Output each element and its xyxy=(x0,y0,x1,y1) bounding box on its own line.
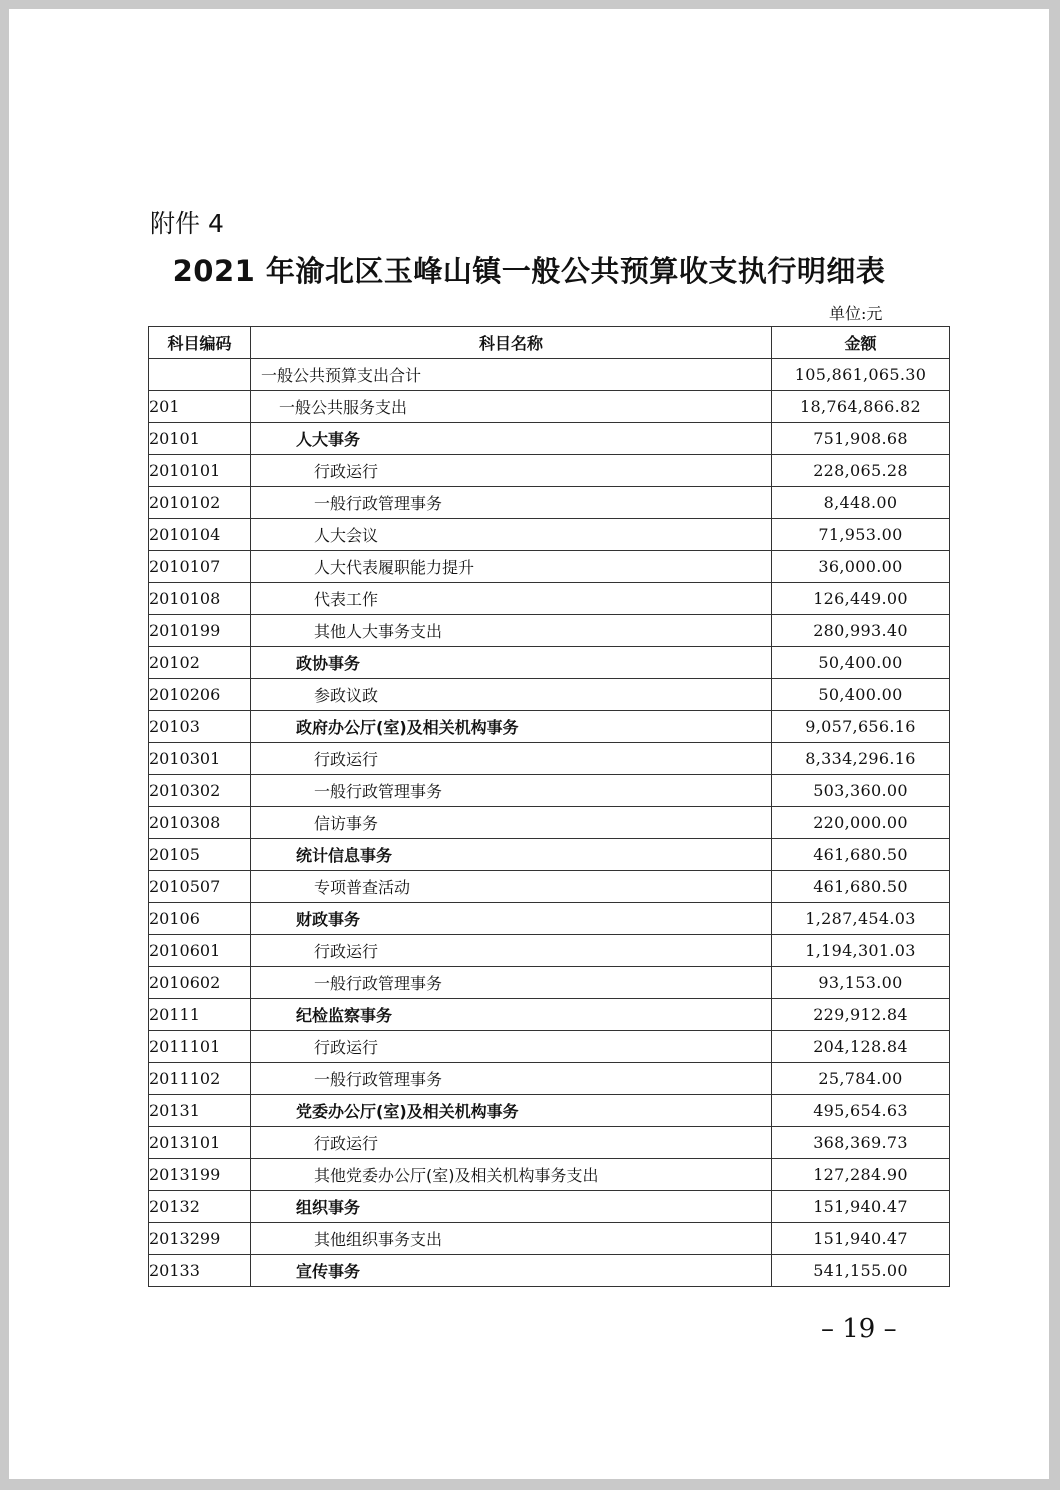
table-row xyxy=(149,519,950,551)
row-code: 2011102 xyxy=(149,1063,251,1095)
row-code: 2010107 xyxy=(149,551,251,583)
row-amount: 8,448.00 xyxy=(772,487,950,519)
row-name: 代表工作 xyxy=(251,583,772,615)
table-row xyxy=(149,679,950,711)
row-code: 20111 xyxy=(149,999,251,1031)
unit-label: 单位:元 xyxy=(829,304,883,323)
row-code: 2010104 xyxy=(149,519,251,551)
row-code: 2010101 xyxy=(149,455,251,487)
table-row xyxy=(149,967,950,999)
row-amount: 280,993.40 xyxy=(772,615,950,647)
row-name: 一般公共服务支出 xyxy=(251,391,772,423)
table-row xyxy=(149,615,950,647)
row-name: 组织事务 xyxy=(251,1191,772,1223)
table-row xyxy=(149,1095,950,1127)
row-amount: 126,449.00 xyxy=(772,583,950,615)
row-amount: 8,334,296.16 xyxy=(772,743,950,775)
row-code: 20131 xyxy=(149,1095,251,1127)
row-code: 20132 xyxy=(149,1191,251,1223)
row-code: 2013299 xyxy=(149,1223,251,1255)
row-name: 参政议政 xyxy=(251,679,772,711)
row-code: 2010301 xyxy=(149,743,251,775)
row-amount: 93,153.00 xyxy=(772,967,950,999)
table-row xyxy=(149,935,950,967)
row-name: 一般行政管理事务 xyxy=(251,1063,772,1095)
table-row xyxy=(149,551,950,583)
row-code: 2010308 xyxy=(149,807,251,839)
table-row xyxy=(149,775,950,807)
header-code: 科目编码 xyxy=(149,327,251,359)
table-row xyxy=(149,871,950,903)
row-amount: 151,940.47 xyxy=(772,1223,950,1255)
row-name: 其他人大事务支出 xyxy=(251,615,772,647)
row-amount: 503,360.00 xyxy=(772,775,950,807)
row-code: 2010507 xyxy=(149,871,251,903)
row-code: 2010206 xyxy=(149,679,251,711)
row-amount: 461,680.50 xyxy=(772,839,950,871)
page-title: 2021 年渝北区玉峰山镇一般公共预算收支执行明细表 xyxy=(172,254,886,288)
row-amount: 541,155.00 xyxy=(772,1255,950,1287)
row-code xyxy=(149,359,251,391)
row-name: 行政运行 xyxy=(251,743,772,775)
row-amount: 18,764,866.82 xyxy=(772,391,950,423)
row-amount: 220,000.00 xyxy=(772,807,950,839)
row-code: 2011101 xyxy=(149,1031,251,1063)
table-row xyxy=(149,1031,950,1063)
row-name: 一般公共预算支出合计 xyxy=(251,359,772,391)
table-row xyxy=(149,1191,950,1223)
header-amount: 金额 xyxy=(772,327,950,359)
table-row xyxy=(149,839,950,871)
row-code: 2010199 xyxy=(149,615,251,647)
table-row xyxy=(149,1159,950,1191)
row-name: 人大代表履职能力提升 xyxy=(251,551,772,583)
table-row xyxy=(149,359,950,391)
row-code: 20101 xyxy=(149,423,251,455)
table-row xyxy=(149,903,950,935)
row-amount: 368,369.73 xyxy=(772,1127,950,1159)
budget-table xyxy=(148,326,950,1287)
row-amount: 228,065.28 xyxy=(772,455,950,487)
row-name: 专项普查活动 xyxy=(251,871,772,903)
row-name: 一般行政管理事务 xyxy=(251,775,772,807)
row-amount: 495,654.63 xyxy=(772,1095,950,1127)
row-code: 20106 xyxy=(149,903,251,935)
row-name: 政协事务 xyxy=(251,647,772,679)
row-name: 行政运行 xyxy=(251,455,772,487)
table-row xyxy=(149,487,950,519)
table-row xyxy=(149,391,950,423)
row-name: 其他党委办公厅(室)及相关机构事务支出 xyxy=(251,1159,772,1191)
table-row xyxy=(149,1223,950,1255)
page-number: – 19 – xyxy=(821,1314,897,1344)
row-name: 人大会议 xyxy=(251,519,772,551)
row-name: 党委办公厅(室)及相关机构事务 xyxy=(251,1095,772,1127)
row-amount: 50,400.00 xyxy=(772,679,950,711)
row-amount: 9,057,656.16 xyxy=(772,711,950,743)
row-amount: 151,940.47 xyxy=(772,1191,950,1223)
row-code: 2013199 xyxy=(149,1159,251,1191)
row-amount: 71,953.00 xyxy=(772,519,950,551)
table-row xyxy=(149,743,950,775)
table-row xyxy=(149,807,950,839)
row-code: 201 xyxy=(149,391,251,423)
table-row xyxy=(149,423,950,455)
row-name: 财政事务 xyxy=(251,903,772,935)
row-name: 行政运行 xyxy=(251,935,772,967)
row-name: 一般行政管理事务 xyxy=(251,487,772,519)
row-amount: 229,912.84 xyxy=(772,999,950,1031)
row-amount: 461,680.50 xyxy=(772,871,950,903)
row-name: 统计信息事务 xyxy=(251,839,772,871)
row-code: 20102 xyxy=(149,647,251,679)
row-amount: 751,908.68 xyxy=(772,423,950,455)
row-name: 行政运行 xyxy=(251,1127,772,1159)
row-name: 其他组织事务支出 xyxy=(251,1223,772,1255)
row-name: 纪检监察事务 xyxy=(251,999,772,1031)
row-code: 20103 xyxy=(149,711,251,743)
table-row xyxy=(149,711,950,743)
row-amount: 1,194,301.03 xyxy=(772,935,950,967)
table-row xyxy=(149,1255,950,1287)
row-name: 一般行政管理事务 xyxy=(251,967,772,999)
row-code: 2010602 xyxy=(149,967,251,999)
row-name: 宣传事务 xyxy=(251,1255,772,1287)
table-row xyxy=(149,583,950,615)
row-code: 20133 xyxy=(149,1255,251,1287)
row-code: 2013101 xyxy=(149,1127,251,1159)
table-header-row xyxy=(149,327,950,359)
table-row xyxy=(149,1063,950,1095)
row-name: 政府办公厅(室)及相关机构事务 xyxy=(251,711,772,743)
row-code: 2010102 xyxy=(149,487,251,519)
table-row xyxy=(149,647,950,679)
attachment-label: 附件 4 xyxy=(150,209,224,238)
row-name: 信访事务 xyxy=(251,807,772,839)
header-name: 科目名称 xyxy=(251,327,772,359)
row-name: 人大事务 xyxy=(251,423,772,455)
row-code: 2010302 xyxy=(149,775,251,807)
row-amount: 50,400.00 xyxy=(772,647,950,679)
table-row xyxy=(149,455,950,487)
table-row xyxy=(149,1127,950,1159)
row-code: 2010108 xyxy=(149,583,251,615)
row-amount: 36,000.00 xyxy=(772,551,950,583)
table-row xyxy=(149,999,950,1031)
row-amount: 204,128.84 xyxy=(772,1031,950,1063)
row-amount: 25,784.00 xyxy=(772,1063,950,1095)
document-page xyxy=(9,9,1049,1479)
row-code: 2010601 xyxy=(149,935,251,967)
row-code: 20105 xyxy=(149,839,251,871)
row-amount: 105,861,065.30 xyxy=(772,359,950,391)
row-amount: 127,284.90 xyxy=(772,1159,950,1191)
row-amount: 1,287,454.03 xyxy=(772,903,950,935)
row-name: 行政运行 xyxy=(251,1031,772,1063)
